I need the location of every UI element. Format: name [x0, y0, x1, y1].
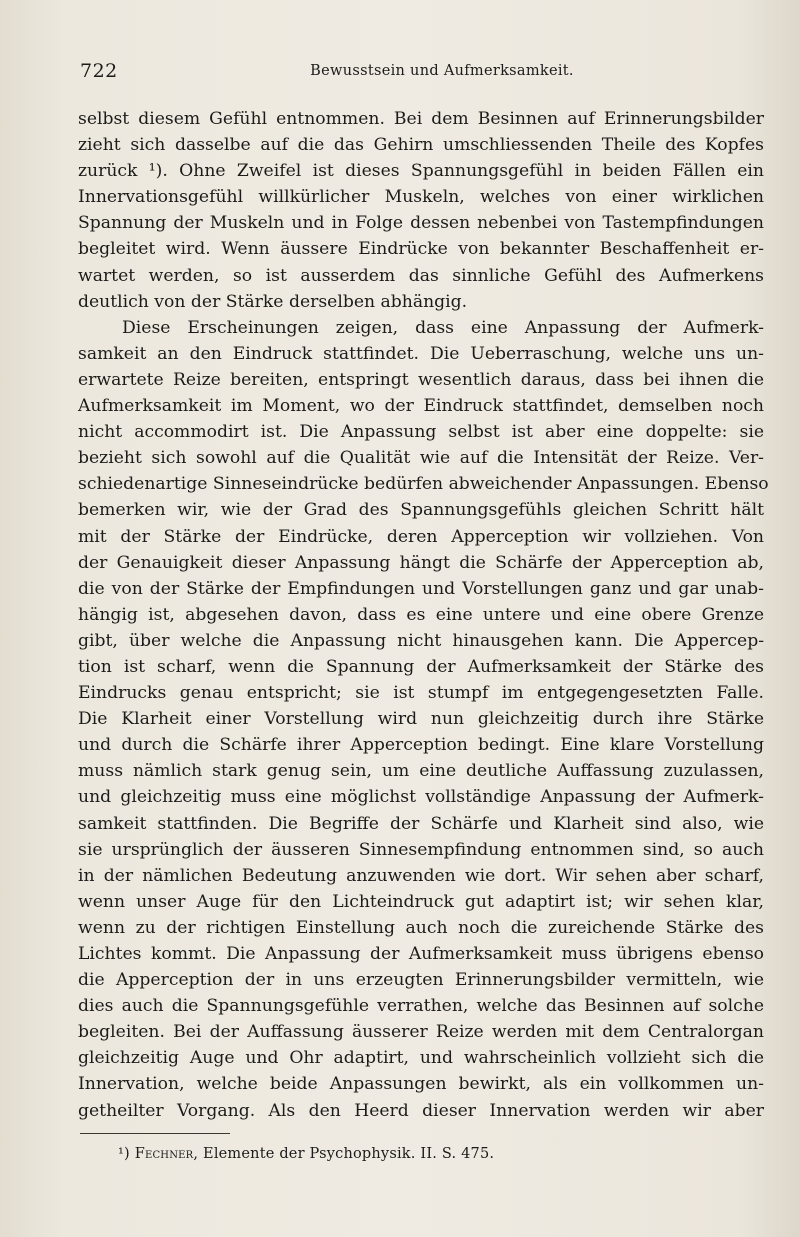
page-number: 722	[80, 60, 118, 82]
text-line: erwartete Reize bereiten, entspringt wesentlich daraus, dass bei ihnen die	[78, 369, 764, 390]
text-line: Aufmerksamkeit im Moment, wo der Eindruck stattfindet, demselben noch	[78, 396, 764, 417]
footnote-text: Elemente der Psychophysik. II. S. 475.	[203, 1146, 495, 1162]
text-line: samkeit an den Eindruck stattfindet. Die Ueberraschung, welche uns un-	[78, 343, 764, 364]
text-line: Lichtes kommt. Die Anpassung der Aufmerksamkeit muss übrigens ebenso	[78, 944, 764, 964]
text-line: wartet werden, so ist ausserdem das sinnliche Gefühl des Aufmerkens	[78, 265, 764, 286]
text-line: begleiten. Bei der Auffassung äusserer Reize werden mit dem Centralorgan	[78, 1022, 764, 1043]
text-line: Spannung der Muskeln und in Folge dessen nebenbei von Tastempfindungen	[78, 213, 764, 234]
footnote-author: Fechner,	[134, 1146, 199, 1162]
text-line: die von der Stärke der Empfindungen und Vorstellungen ganz und gar unab-	[78, 578, 764, 599]
text-line: zurück ¹). Ohne Zweifel ist dieses Spannungsgefühl in beiden Fällen ein	[78, 161, 764, 182]
text-line: Diese Erscheinungen zeigen, dass eine Anpassung der Aufmerk-	[122, 317, 764, 338]
text-line: dies auch die Spannungsgefühle verrathen, welche das Besinnen auf solche	[78, 996, 764, 1017]
body-text	[78, 106, 769, 1124]
text-line: wenn unser Auge für den Lichteindruck gut adaptirt ist; wir sehen klar,	[78, 891, 764, 912]
text-line: sie ursprünglich der äusseren Sinnesempfindung entnommen sind, so auch	[78, 839, 764, 860]
footnote	[118, 1146, 494, 1162]
text-line: der Genauigkeit dieser Anpassung hängt die Schärfe der Apperception ab,	[78, 552, 764, 573]
text-line: bezieht sich sowohl auf die Qualität wie auf die Intensität der Reize. Ver-	[78, 448, 764, 469]
text-line: die Apperception der in uns erzeugten Erinnerungsbilder vermitteln, wie	[78, 970, 764, 991]
text-line: schiedenartige Sinneseindrücke bedürfen abweichender Anpassungen. Ebenso	[78, 474, 769, 495]
text-line: Innervation, welche beide Anpassungen bewirkt, als ein vollkommen un-	[78, 1074, 764, 1095]
page-header	[80, 60, 764, 88]
running-head: Bewusstsein und Aufmerksamkeit.	[310, 63, 574, 79]
text-line: deutlich von der Stärke derselben abhängig.	[78, 291, 468, 312]
text-line: gleichzeitig Auge und Ohr adaptirt, und wahrscheinlich vollzieht sich die	[78, 1048, 764, 1069]
text-line: tion ist scharf, wenn die Spannung der Aufmerksamkeit der Stärke des	[78, 656, 764, 677]
text-line: muss nämlich stark genug sein, um eine deutliche Auffassung zuzulassen,	[78, 761, 764, 782]
text-line: wenn zu der richtigen Einstellung auch noch die zureichende Stärke des	[78, 917, 764, 938]
text-line: Eindrucks genau entspricht; sie ist stumpf im entgegengesetzten Falle.	[78, 683, 764, 704]
text-line: begleitet wird. Wenn äussere Eindrücke von bekannter Beschaffenheit er-	[78, 239, 764, 260]
footnote-divider	[80, 1133, 230, 1134]
text-line: Die Klarheit einer Vorstellung wird nun gleichzeitig durch ihre Stärke	[78, 709, 764, 730]
text-line: hängig ist, abgesehen davon, dass es eine untere und eine obere Grenze	[78, 604, 764, 625]
text-line: nicht accommodirt ist. Die Anpassung selbst ist aber eine doppelte: sie	[78, 422, 764, 443]
text-line: Innervationsgefühl willkürlicher Muskeln, welches von einer wirklichen	[78, 187, 764, 208]
text-line: samkeit stattfinden. Die Begriffe der Schärfe und Klarheit sind also, wie	[78, 813, 764, 834]
footnote-marker: ¹)	[118, 1146, 130, 1162]
text-line: und durch die Schärfe ihrer Apperception bedingt. Eine klare Vorstellung	[78, 735, 764, 756]
text-line: gibt, über welche die Anpassung nicht hinausgehen kann. Die Appercep-	[78, 630, 764, 651]
text-line: selbst diesem Gefühl entnommen. Bei dem Besinnen auf Erinnerungsbilder	[78, 109, 764, 129]
text-line: und gleichzeitig muss eine möglichst vollständige Anpassung der Aufmerk-	[78, 787, 764, 808]
text-line: mit der Stärke der Eindrücke, deren Apperception wir vollziehen. Von	[78, 526, 764, 547]
text-line: getheilter Vorgang. Als den Heerd dieser Innervation werden wir aber	[78, 1100, 764, 1121]
text-line: zieht sich dasselbe auf die das Gehirn umschliessenden Theile des Kopfes	[78, 135, 764, 156]
text-line: bemerken wir, wie der Grad des Spannungsgefühls gleichen Schritt hält	[78, 500, 764, 521]
text-line: in der nämlichen Bedeutung anzuwenden wie dort. Wir sehen aber scharf,	[78, 865, 764, 886]
